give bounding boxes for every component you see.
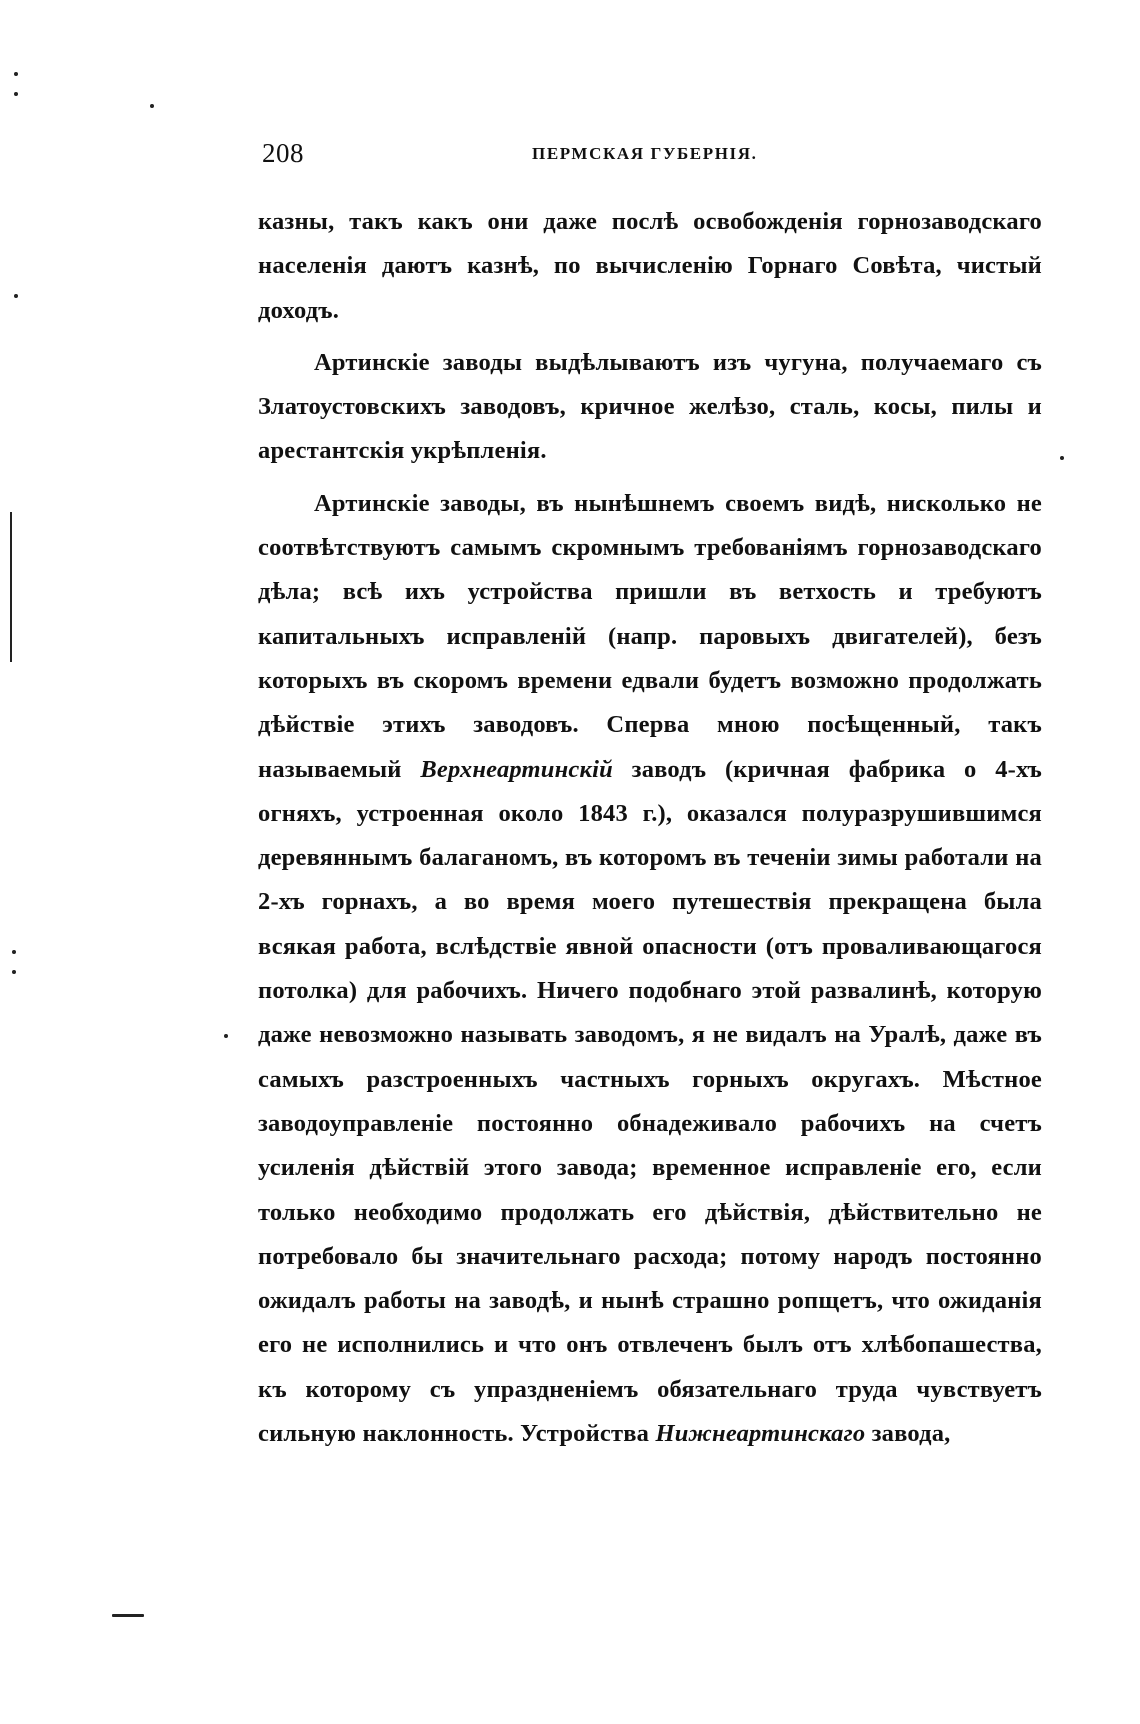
scan-speck [1060, 456, 1064, 460]
running-title: ПЕРМСКАЯ ГУБЕРНІЯ. [532, 144, 758, 163]
italic-factory-name-upper: Верхнеартинскій [420, 755, 613, 783]
page-header [262, 138, 1042, 178]
scan-speck [12, 950, 16, 954]
scan-speck [14, 294, 18, 298]
body-text [258, 200, 1042, 1456]
paragraph-3-part-2: заводъ (кричная фабрика о 4-хъ огняхъ, устроенная около 1843 г.), оказался полуразрушившимся деревяннымъ балаганомъ, въ которомъ въ теченіи зимы работали на 2-хъ горнахъ, а во время моего путешествія прекращена была всякая работа, вслѣдствіе явной опасности (отъ проваливающагося потолка) для рабочихъ. Ничего подобнаго этой развалинѣ, которую даже невозможно называть заводомъ, я не видалъ на Уралѣ, даже въ самыхъ разстроенныхъ частныхъ горныхъ округахъ. Мѣстное заводоуправленіе постоянно обнадеживало рабочихъ на счетъ усиленія дѣйствій этого завода; временное исправленіе его, если только необходимо продолжать его дѣйствія, дѣйствительно не потребовало бы значительнаго расхода; потому народъ постоянно ожидалъ работы на заводѣ, и нынѣ страшно ропщетъ, что ожиданія его не исполнились и что онъ отвлеченъ былъ отъ хлѣбопашества, къ которому съ упраздненіемъ обязательнаго труда чувствуетъ сильную наклонность. Устройства [258, 755, 1042, 1448]
scan-speck [12, 970, 16, 974]
paragraph-3 [258, 482, 1042, 1457]
italic-factory-name-lower: Нижнеартинскаго [655, 1420, 866, 1448]
paragraph-1: казны, такъ какъ они даже послѣ освобожденія горнозаводскаго населенія даютъ казнѣ, по вычисленію Горнаго Совѣта, чистый доходъ. [258, 208, 1042, 324]
paragraph-3-part-3: завода, [865, 1420, 951, 1448]
scan-margin-line [10, 512, 12, 662]
scan-speck [150, 104, 154, 108]
scan-dash [112, 1614, 144, 1617]
paragraph-2: Артинскіе заводы выдѣлываютъ изъ чугуна, получаемаго съ Златоустовскихъ заводовъ, кричное желѣзо, сталь, косы, пилы и арестантскія укрѣпленія. [258, 348, 1042, 465]
scan-speck [14, 72, 18, 76]
scan-speck [224, 1034, 228, 1038]
paragraph-3-part-1: Артинскіе заводы, въ нынѣшнемъ своемъ видѣ, нисколько не соотвѣтствуютъ самымъ скромнымъ требованіямъ горнозаводскаго дѣла; всѣ ихъ устройства пришли въ ветхость и требуютъ капитальныхъ исправленій (напр. паровыхъ двигателей), безъ которыхъ въ скоромъ времени едвали будетъ возможно продолжать дѣйствіе этихъ заводовъ. Сперва мною посѣщенный, такъ называемый [258, 489, 1042, 783]
scan-speck [14, 92, 18, 96]
page-number: 208 [262, 138, 304, 168]
